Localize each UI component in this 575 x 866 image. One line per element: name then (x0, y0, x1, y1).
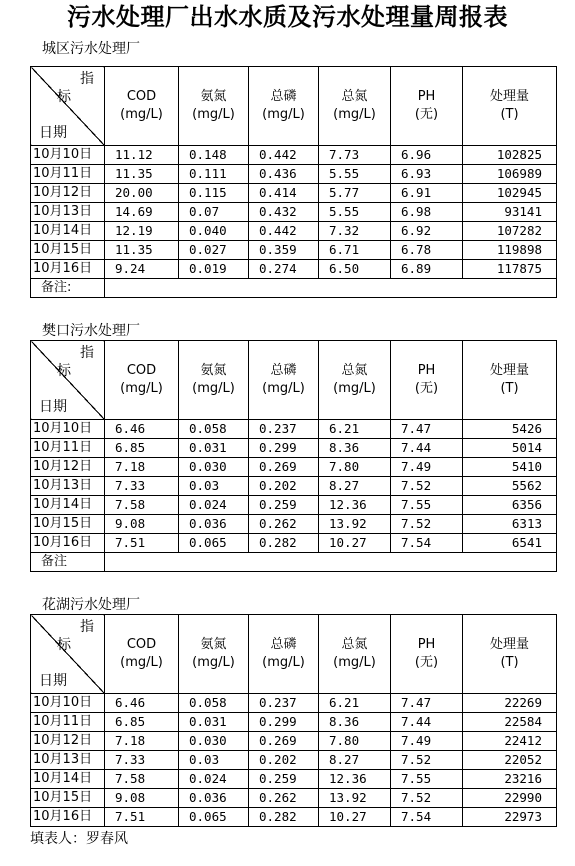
cell-vol: 106989 (463, 165, 557, 184)
table-row (31, 222, 557, 241)
cell-tp: 0.436 (249, 165, 319, 184)
cell-vol: 5410 (463, 458, 557, 477)
column-header-cod (105, 615, 179, 694)
cell-tp: 0.432 (249, 203, 319, 222)
cell-tn: 5.77 (319, 184, 391, 203)
column-header-tp (249, 67, 319, 146)
water-quality-table-1 (30, 66, 557, 298)
column-header-tn (319, 67, 391, 146)
cell-vol: 6541 (463, 534, 557, 553)
cell-cod: 7.33 (105, 751, 179, 770)
column-header-label: 氨氮 (200, 363, 227, 378)
cell-nh: 0.030 (179, 458, 249, 477)
cell-date: 10月10日 (31, 146, 105, 165)
cell-date: 10月11日 (31, 165, 105, 184)
table-row (31, 477, 557, 496)
cell-vol: 22052 (463, 751, 557, 770)
cell-vol: 6356 (463, 496, 557, 515)
report-title: 污水处理厂出水水质及污水处理量周报表 (67, 2, 508, 31)
cell-date: 10月13日 (31, 477, 105, 496)
cell-tn: 8.36 (319, 713, 391, 732)
cell-tp: 0.259 (249, 496, 319, 515)
column-header-unit: (mg/L) (262, 381, 305, 396)
cell-ph: 7.52 (391, 515, 463, 534)
column-header-tn (319, 341, 391, 420)
cell-vol: 22990 (463, 789, 557, 808)
table-row (31, 420, 557, 439)
column-header-label: 氨氮 (200, 637, 227, 652)
cell-vol: 5426 (463, 420, 557, 439)
cell-ph: 7.52 (391, 751, 463, 770)
cell-nh: 0.030 (179, 732, 249, 751)
remark-label: 备注: (31, 279, 105, 298)
cell-date: 10月16日 (31, 260, 105, 279)
cell-tp: 0.299 (249, 439, 319, 458)
column-header-cod (105, 67, 179, 146)
column-header-ph (391, 341, 463, 420)
cell-tp: 0.282 (249, 808, 319, 827)
cell-nh: 0.07 (179, 203, 249, 222)
column-header-label: 处理量 (489, 637, 529, 652)
cell-date: 10月11日 (31, 439, 105, 458)
cell-ph: 7.52 (391, 477, 463, 496)
table-row (31, 534, 557, 553)
filler-name: 填表人：罗春风 (30, 831, 128, 847)
cell-ph: 7.54 (391, 534, 463, 553)
cell-tp: 0.269 (249, 732, 319, 751)
diagonal-header-cell (31, 67, 105, 146)
table-row (31, 260, 557, 279)
section-name-1: 城区污水处理厂 (42, 41, 140, 57)
diag-label-biao: 标 (57, 637, 71, 653)
column-header-unit: (mg/L) (333, 381, 376, 396)
cell-ph: 6.92 (391, 222, 463, 241)
cell-nh: 0.024 (179, 770, 249, 789)
cell-tp: 0.269 (249, 458, 319, 477)
column-header-label: 总磷 (270, 363, 297, 378)
column-header-label: COD (126, 89, 157, 104)
cell-date: 10月10日 (31, 694, 105, 713)
remark-value (105, 553, 557, 572)
diagonal-header-cell (31, 341, 105, 420)
table-row (31, 732, 557, 751)
cell-nh: 0.115 (179, 184, 249, 203)
column-header-unit: (mg/L) (192, 655, 235, 670)
cell-tn: 7.32 (319, 222, 391, 241)
cell-tp: 0.202 (249, 477, 319, 496)
table-row (31, 694, 557, 713)
cell-tn: 7.80 (319, 458, 391, 477)
cell-date: 10月11日 (31, 713, 105, 732)
column-header-label: PH (417, 637, 436, 652)
diagonal-header-cell (31, 615, 105, 694)
column-header-vol (463, 67, 557, 146)
cell-tp: 0.262 (249, 515, 319, 534)
cell-tp: 0.202 (249, 751, 319, 770)
diag-label-zhi: 指 (80, 619, 94, 635)
cell-ph: 6.78 (391, 241, 463, 260)
column-header-unit: (mg/L) (192, 381, 235, 396)
cell-nh: 0.036 (179, 515, 249, 534)
column-header-nh (179, 341, 249, 420)
cell-tn: 8.27 (319, 751, 391, 770)
cell-tn: 12.36 (319, 496, 391, 515)
diag-label-date: 日期 (39, 125, 67, 141)
cell-ph: 7.52 (391, 789, 463, 808)
cell-date: 10月13日 (31, 203, 105, 222)
table-row (31, 789, 557, 808)
column-header-ph (391, 615, 463, 694)
cell-date: 10月12日 (31, 184, 105, 203)
water-quality-table-3 (30, 614, 557, 827)
cell-tp: 0.442 (249, 146, 319, 165)
cell-vol: 5014 (463, 439, 557, 458)
cell-vol: 22269 (463, 694, 557, 713)
cell-cod: 7.33 (105, 477, 179, 496)
cell-cod: 14.69 (105, 203, 179, 222)
column-header-unit: (无) (414, 381, 439, 396)
cell-date: 10月14日 (31, 496, 105, 515)
water-quality-table-2 (30, 340, 557, 572)
cell-tn: 6.21 (319, 694, 391, 713)
cell-date: 10月15日 (31, 241, 105, 260)
column-header-vol (463, 341, 557, 420)
cell-tp: 0.359 (249, 241, 319, 260)
cell-nh: 0.036 (179, 789, 249, 808)
cell-tn: 8.27 (319, 477, 391, 496)
table-row (31, 203, 557, 222)
table-header-row (31, 341, 557, 420)
cell-tn: 6.71 (319, 241, 391, 260)
cell-nh: 0.065 (179, 808, 249, 827)
diag-label-zhi: 指 (80, 71, 94, 87)
cell-vol: 22412 (463, 732, 557, 751)
cell-ph: 7.54 (391, 808, 463, 827)
cell-tp: 0.274 (249, 260, 319, 279)
table-row (31, 713, 557, 732)
remark-row (31, 279, 557, 298)
column-header-label: COD (126, 363, 157, 378)
cell-cod: 6.46 (105, 694, 179, 713)
cell-vol: 102945 (463, 184, 557, 203)
cell-nh: 0.031 (179, 713, 249, 732)
cell-cod: 11.35 (105, 165, 179, 184)
column-header-label: 总氮 (341, 363, 368, 378)
cell-nh: 0.03 (179, 751, 249, 770)
cell-cod: 7.18 (105, 458, 179, 477)
cell-date: 10月12日 (31, 458, 105, 477)
cell-tp: 0.299 (249, 713, 319, 732)
cell-vol: 6313 (463, 515, 557, 534)
table-row (31, 439, 557, 458)
remark-row (31, 553, 557, 572)
table-row (31, 146, 557, 165)
cell-date: 10月14日 (31, 222, 105, 241)
cell-nh: 0.040 (179, 222, 249, 241)
column-header-tp (249, 341, 319, 420)
cell-vol: 117875 (463, 260, 557, 279)
cell-ph: 7.44 (391, 713, 463, 732)
cell-tn: 10.27 (319, 534, 391, 553)
column-header-unit: (mg/L) (262, 107, 305, 122)
cell-ph: 7.47 (391, 694, 463, 713)
column-header-unit: (mg/L) (333, 655, 376, 670)
cell-vol: 5562 (463, 477, 557, 496)
cell-tn: 8.36 (319, 439, 391, 458)
cell-vol: 93141 (463, 203, 557, 222)
cell-tn: 7.73 (319, 146, 391, 165)
column-header-unit: (mg/L) (333, 107, 376, 122)
cell-date: 10月14日 (31, 770, 105, 789)
cell-vol: 22973 (463, 808, 557, 827)
column-header-unit: (无) (414, 107, 439, 122)
cell-cod: 11.35 (105, 241, 179, 260)
cell-nh: 0.024 (179, 496, 249, 515)
column-header-nh (179, 67, 249, 146)
column-header-tn (319, 615, 391, 694)
cell-ph: 7.55 (391, 496, 463, 515)
table-header-row (31, 67, 557, 146)
cell-nh: 0.031 (179, 439, 249, 458)
table-row (31, 496, 557, 515)
column-header-label: PH (417, 89, 436, 104)
cell-ph: 7.47 (391, 420, 463, 439)
cell-nh: 0.027 (179, 241, 249, 260)
table-row (31, 165, 557, 184)
column-header-cod (105, 341, 179, 420)
column-header-unit: (无) (414, 655, 439, 670)
column-header-label: PH (417, 363, 436, 378)
cell-tn: 6.50 (319, 260, 391, 279)
cell-cod: 9.08 (105, 789, 179, 808)
cell-nh: 0.019 (179, 260, 249, 279)
column-header-tp (249, 615, 319, 694)
column-header-label: 总氮 (341, 637, 368, 652)
section-name-3: 花湖污水处理厂 (42, 597, 140, 613)
cell-nh: 0.148 (179, 146, 249, 165)
column-header-unit: (mg/L) (192, 107, 235, 122)
cell-cod: 7.58 (105, 770, 179, 789)
cell-vol: 107282 (463, 222, 557, 241)
cell-nh: 0.065 (179, 534, 249, 553)
cell-cod: 11.12 (105, 146, 179, 165)
cell-date: 10月15日 (31, 515, 105, 534)
section-name-2: 樊口污水处理厂 (42, 323, 140, 339)
cell-ph: 6.93 (391, 165, 463, 184)
diag-label-date: 日期 (39, 673, 67, 689)
cell-date: 10月15日 (31, 789, 105, 808)
cell-nh: 0.058 (179, 420, 249, 439)
cell-ph: 7.55 (391, 770, 463, 789)
cell-tp: 0.262 (249, 789, 319, 808)
cell-vol: 119898 (463, 241, 557, 260)
cell-vol: 102825 (463, 146, 557, 165)
cell-cod: 7.51 (105, 534, 179, 553)
diag-label-zhi: 指 (80, 345, 94, 361)
cell-date: 10月13日 (31, 751, 105, 770)
column-header-unit: (T) (500, 655, 519, 670)
cell-cod: 9.08 (105, 515, 179, 534)
column-header-unit: (mg/L) (262, 655, 305, 670)
cell-tp: 0.237 (249, 694, 319, 713)
cell-cod: 6.46 (105, 420, 179, 439)
cell-tn: 13.92 (319, 789, 391, 808)
column-header-label: 总磷 (270, 89, 297, 104)
diag-label-date: 日期 (39, 399, 67, 415)
column-header-vol (463, 615, 557, 694)
cell-cod: 7.51 (105, 808, 179, 827)
cell-tn: 12.36 (319, 770, 391, 789)
table-row (31, 515, 557, 534)
column-header-unit: (T) (500, 381, 519, 396)
cell-ph: 7.44 (391, 439, 463, 458)
column-header-unit: (mg/L) (120, 381, 163, 396)
cell-tp: 0.237 (249, 420, 319, 439)
table-row (31, 458, 557, 477)
column-header-ph (391, 67, 463, 146)
table-row (31, 241, 557, 260)
column-header-label: 总磷 (270, 637, 297, 652)
table-row (31, 184, 557, 203)
cell-tn: 6.21 (319, 420, 391, 439)
remark-label: 备注 (31, 553, 105, 572)
remark-value (105, 279, 557, 298)
column-header-label: 处理量 (489, 363, 529, 378)
cell-date: 10月10日 (31, 420, 105, 439)
cell-ph: 6.98 (391, 203, 463, 222)
diag-label-biao: 标 (57, 89, 71, 105)
column-header-label: 处理量 (489, 89, 529, 104)
cell-cod: 20.00 (105, 184, 179, 203)
cell-nh: 0.111 (179, 165, 249, 184)
cell-ph: 6.96 (391, 146, 463, 165)
cell-tn: 7.80 (319, 732, 391, 751)
column-header-label: 总氮 (341, 89, 368, 104)
cell-cod: 6.85 (105, 713, 179, 732)
cell-date: 10月16日 (31, 808, 105, 827)
column-header-unit: (mg/L) (120, 107, 163, 122)
diag-label-biao: 标 (57, 363, 71, 379)
cell-cod: 7.58 (105, 496, 179, 515)
cell-tn: 13.92 (319, 515, 391, 534)
cell-cod: 12.19 (105, 222, 179, 241)
table-row (31, 751, 557, 770)
cell-cod: 7.18 (105, 732, 179, 751)
cell-ph: 7.49 (391, 732, 463, 751)
cell-tp: 0.259 (249, 770, 319, 789)
cell-nh: 0.03 (179, 477, 249, 496)
cell-ph: 6.89 (391, 260, 463, 279)
column-header-unit: (T) (500, 107, 519, 122)
table-row (31, 770, 557, 789)
column-header-label: 氨氮 (200, 89, 227, 104)
cell-tn: 5.55 (319, 203, 391, 222)
cell-cod: 9.24 (105, 260, 179, 279)
cell-ph: 6.91 (391, 184, 463, 203)
cell-tp: 0.414 (249, 184, 319, 203)
table-row (31, 808, 557, 827)
column-header-nh (179, 615, 249, 694)
cell-vol: 22584 (463, 713, 557, 732)
cell-ph: 7.49 (391, 458, 463, 477)
cell-vol: 23216 (463, 770, 557, 789)
cell-cod: 6.85 (105, 439, 179, 458)
table-header-row (31, 615, 557, 694)
cell-tn: 10.27 (319, 808, 391, 827)
column-header-label: COD (126, 637, 157, 652)
cell-tp: 0.442 (249, 222, 319, 241)
cell-date: 10月16日 (31, 534, 105, 553)
cell-tn: 5.55 (319, 165, 391, 184)
cell-tp: 0.282 (249, 534, 319, 553)
column-header-unit: (mg/L) (120, 655, 163, 670)
cell-nh: 0.058 (179, 694, 249, 713)
cell-date: 10月12日 (31, 732, 105, 751)
